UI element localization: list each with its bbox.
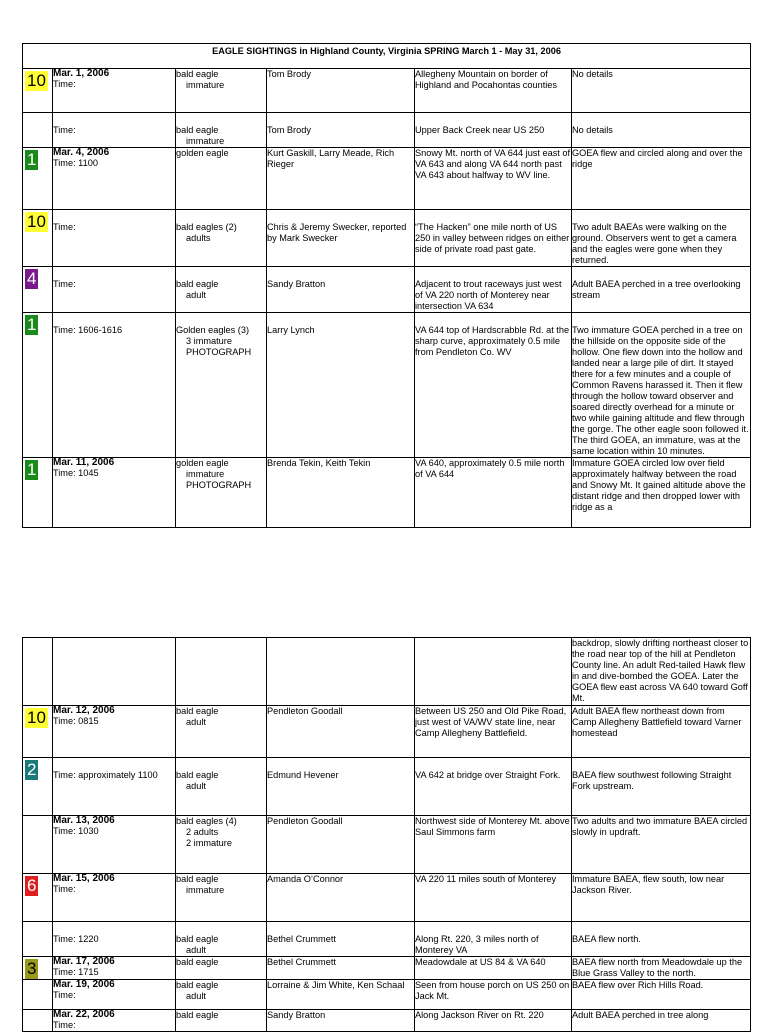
location-text: Upper Back Creek near US 250 xyxy=(415,125,545,135)
sighting-row xyxy=(23,267,751,313)
location-cell xyxy=(415,210,572,267)
count-badge: 2 xyxy=(27,760,37,779)
location-text: Northwest side of Monterey Mt. above Saul Simmons farm xyxy=(415,816,570,837)
details-text: GOEA flew and circled along and over the ridge xyxy=(572,148,743,169)
location-cell xyxy=(415,148,572,210)
observer-text: Bethel Crummett xyxy=(267,957,336,967)
location-text: VA 220 11 miles south of Monterey xyxy=(415,874,557,884)
species-line: bald eagle xyxy=(176,1010,219,1020)
species-line: bald eagles (4) xyxy=(176,816,237,826)
species-line: bald eagle xyxy=(176,934,219,944)
observer-cell xyxy=(267,267,415,313)
date-time-cell xyxy=(53,148,176,210)
species-cell xyxy=(176,267,267,313)
details-cell xyxy=(572,638,751,706)
count-badge: 1 xyxy=(27,150,37,169)
count-cell xyxy=(23,1010,53,1032)
details-text: BAEA flew southwest following Straight Fork upstream. xyxy=(572,770,732,791)
species-line: PHOTOGRAPH xyxy=(186,480,252,490)
count-cell xyxy=(23,980,53,1010)
observer-cell xyxy=(267,458,415,528)
date-time-cell xyxy=(53,69,176,113)
location-text: VA 640, approximately 0.5 mile north of VA 644 xyxy=(415,458,565,479)
count-badge: 6 xyxy=(27,876,37,895)
count-cell xyxy=(23,957,53,980)
location-text: Seen from house porch on US 250 on Jack Mt. xyxy=(415,980,570,1001)
location-cell xyxy=(415,113,572,148)
date-time-cell xyxy=(53,816,176,874)
date-time-cell xyxy=(53,638,176,706)
observer-cell xyxy=(267,874,415,922)
title-row xyxy=(23,44,751,69)
sighting-row xyxy=(23,69,751,113)
species-line: immature xyxy=(186,80,225,90)
species-line: bald eagle xyxy=(176,770,219,780)
location-cell xyxy=(415,758,572,816)
observer-cell xyxy=(267,69,415,113)
species-line: Golden eagles (3) xyxy=(176,325,250,335)
species-line: immature xyxy=(186,469,225,479)
sighting-row xyxy=(23,980,751,1010)
species-cell xyxy=(176,874,267,922)
observer-cell xyxy=(267,816,415,874)
details-text: BAEA flew north. xyxy=(572,934,641,944)
species-line: 3 immature xyxy=(186,336,232,346)
details-cell xyxy=(572,313,751,458)
sightings-table-page1 xyxy=(22,43,751,528)
page-title: EAGLE SIGHTINGS in Highland County, Virginia SPRING March 1 - May 31, 2006 xyxy=(23,44,751,69)
species-cell xyxy=(176,980,267,1010)
details-text: Two immature GOEA perched in a tree on the hillside on the opposite side of the hollow. One flew down into the hollow and landed near a large pile of dirt. It stayed there for a few minutes and a couple of Common Ravens harassed it. Then it flew through the hollow toward observer and soared directly overhead for a minute or two while gaining altitude and flew through the gorge. The other eagle soon followed it. The third GOEA, an immature, was at the same location within 10 minutes. xyxy=(572,325,749,456)
date-time-cell xyxy=(53,267,176,313)
sighting-date: Mar. 4, 2006 xyxy=(53,147,110,158)
details-text: Two adult BAEAs were walking on the ground. Observers went to get a camera and the eagles were gone when they returned. xyxy=(572,222,737,265)
details-text: BAEA flew north from Meadowdale up the Blue Grass Valley to the north. xyxy=(572,957,743,978)
observer-cell xyxy=(267,1010,415,1032)
count-cell xyxy=(23,267,53,313)
sighting-time: Time: xyxy=(53,1020,76,1030)
sighting-row xyxy=(23,874,751,922)
species-cell xyxy=(176,706,267,758)
observer-cell xyxy=(267,922,415,957)
details-text: No details xyxy=(572,69,613,79)
observer-text: Kurt Gaskill, Larry Meade, Rich Rieger xyxy=(267,148,395,169)
page1-rows xyxy=(23,69,751,528)
count-cell xyxy=(23,148,53,210)
sighting-time: Time: 1606-1616 xyxy=(53,325,123,335)
sighting-row xyxy=(23,148,751,210)
species-line: bald eagle xyxy=(176,279,219,289)
location-text: Allegheny Mountain on border of Highland and Pocahontas counties xyxy=(415,69,557,90)
details-text: backdrop, slowly drifting northeast closer to the road near top of the hill at Pendleton County line. An adult Red-tailed Hawk flew in and dive-bombed the GOEA. Later the GOEA flew east across VA 640 toward Goff Mt. xyxy=(572,638,749,703)
details-cell xyxy=(572,874,751,922)
species-cell xyxy=(176,638,267,706)
species-line: bald eagle xyxy=(176,125,219,135)
location-text: Snowy Mt. north of VA 644 just east of VA 643 and along VA 644 north past VA 643 about halfway to WV line. xyxy=(415,148,571,180)
species-line: adults xyxy=(186,233,211,243)
count-cell xyxy=(23,210,53,267)
species-line: golden eagle xyxy=(176,148,229,158)
location-cell xyxy=(415,458,572,528)
details-cell xyxy=(572,148,751,210)
sighting-time: Time: xyxy=(53,279,76,289)
count-cell xyxy=(23,458,53,528)
species-line: adult xyxy=(186,991,206,1001)
species-cell xyxy=(176,69,267,113)
species-line: PHOTOGRAPH xyxy=(186,347,252,357)
species-cell xyxy=(176,922,267,957)
count-cell xyxy=(23,69,53,113)
count-cell xyxy=(23,638,53,706)
date-time-cell xyxy=(53,706,176,758)
count-cell xyxy=(23,706,53,758)
sighting-row xyxy=(23,210,751,267)
sighting-time: Time: 1715 xyxy=(53,967,99,977)
date-time-cell xyxy=(53,113,176,148)
count-cell xyxy=(23,874,53,922)
details-cell xyxy=(572,980,751,1010)
details-text: Adult BAEA perched in a tree overlooking stream xyxy=(572,279,741,300)
location-cell xyxy=(415,957,572,980)
details-text: Adult BAEA perched in tree along xyxy=(572,1010,709,1020)
count-cell xyxy=(23,922,53,957)
count-cell xyxy=(23,313,53,458)
sighting-time: Time: 1100 xyxy=(53,158,98,168)
observer-text: Pendleton Goodall xyxy=(267,816,343,826)
sighting-time: Time: approximately 1100 xyxy=(53,770,158,780)
sighting-time: Time: xyxy=(53,79,76,89)
observer-cell xyxy=(267,313,415,458)
details-cell xyxy=(572,267,751,313)
observer-text: Edmund Hevener xyxy=(267,770,339,780)
details-text: Immature BAEA, flew south, low near Jackson River. xyxy=(572,874,725,895)
details-cell xyxy=(572,758,751,816)
location-text: VA 644 top of Hardscrabble Rd. at the sharp curve, approximately 0.5 mile from Pendleton Co. WV xyxy=(415,325,570,357)
sighting-row xyxy=(23,758,751,816)
species-line: adult xyxy=(186,781,206,791)
details-text: Adult BAEA flew northeast down from Camp Allegheny Battlefield toward Varner homestead xyxy=(572,706,742,738)
date-time-cell xyxy=(53,980,176,1010)
location-text: Adjacent to trout raceways just west of VA 220 north of Monterey near intersection VA 634 xyxy=(415,279,562,311)
details-cell xyxy=(572,210,751,267)
sighting-date: Mar. 1, 2006 xyxy=(53,68,110,79)
details-text: Immature GOEA circled low over field approximately halfway between the road and Snowy Mt. It gained altitude above the distant ridge and then dropped lower with ridge as a xyxy=(572,458,746,512)
details-cell xyxy=(572,69,751,113)
date-time-cell xyxy=(53,758,176,816)
sighting-time: Time: xyxy=(53,222,76,232)
location-cell xyxy=(415,922,572,957)
species-cell xyxy=(176,758,267,816)
sighting-date: Mar. 11, 2006 xyxy=(53,457,115,468)
species-cell xyxy=(176,313,267,458)
sighting-time: Time: xyxy=(53,884,76,894)
count-badge: 3 xyxy=(27,959,37,978)
count-cell xyxy=(23,113,53,148)
species-line: 2 adults xyxy=(186,827,219,837)
location-cell xyxy=(415,1010,572,1032)
count-cell xyxy=(23,816,53,874)
observer-text: Chris & Jeremy Swecker, reported by Mark Swecker xyxy=(267,222,407,243)
sighting-row xyxy=(23,313,751,458)
location-text: “The Hacken” one mile north of US 250 in valley between ridges on either side of private road past gate. xyxy=(415,222,570,254)
date-time-cell xyxy=(53,874,176,922)
details-cell xyxy=(572,458,751,528)
date-time-cell xyxy=(53,1010,176,1032)
sighting-date: Mar. 17, 2006 xyxy=(53,956,115,967)
species-line: bald eagle xyxy=(176,957,219,967)
species-line: bald eagle xyxy=(176,980,219,990)
location-text: Along Jackson River on Rt. 220 xyxy=(415,1010,544,1020)
sighting-time: Time: 1030 xyxy=(53,826,99,836)
species-cell xyxy=(176,458,267,528)
count-badge: 10 xyxy=(27,708,46,727)
sighting-row xyxy=(23,706,751,758)
sighting-row xyxy=(23,638,751,706)
sighting-date: Mar. 15, 2006 xyxy=(53,873,115,884)
details-cell xyxy=(572,957,751,980)
location-cell xyxy=(415,874,572,922)
sighting-time: Time: xyxy=(53,125,76,135)
location-cell xyxy=(415,980,572,1010)
observer-text: Sandy Bratton xyxy=(267,279,326,289)
observer-cell xyxy=(267,210,415,267)
sighting-time: Time: 0815 xyxy=(53,716,99,726)
species-line: golden eagle xyxy=(176,458,229,468)
count-badge: 1 xyxy=(27,460,37,479)
species-line: immature xyxy=(186,136,225,146)
observer-text: Tom Brody xyxy=(267,125,311,135)
location-cell xyxy=(415,706,572,758)
location-cell xyxy=(415,267,572,313)
observer-text: Bethel Crummett xyxy=(267,934,336,944)
location-cell xyxy=(415,313,572,458)
count-badge: 1 xyxy=(27,315,37,334)
observer-cell xyxy=(267,758,415,816)
sighting-date: Mar. 13, 2006 xyxy=(53,815,115,826)
details-cell xyxy=(572,706,751,758)
observer-text: Tom Brody xyxy=(267,69,311,79)
species-line: bald eagles (2) xyxy=(176,222,237,232)
location-text: Between US 250 and Old Pike Road, just west of VA/WV state line, near Camp Allegheny Battlefield. xyxy=(415,706,567,738)
details-text: BAEA flew over Rich Hills Road. xyxy=(572,980,704,990)
observer-cell xyxy=(267,706,415,758)
species-line: 2 immature xyxy=(186,838,232,848)
location-text: Meadowdale at US 84 & VA 640 xyxy=(415,957,546,967)
date-time-cell xyxy=(53,210,176,267)
sighting-row xyxy=(23,1010,751,1032)
observer-text: Amanda O’Connor xyxy=(267,874,344,884)
details-text: No details xyxy=(572,125,613,135)
details-cell xyxy=(572,922,751,957)
details-text: Two adults and two immature BAEA circled slowly in updraft. xyxy=(572,816,748,837)
species-line: immature xyxy=(186,885,225,895)
details-cell xyxy=(572,816,751,874)
sightings-table-page2 xyxy=(22,637,751,1032)
location-text: Along Rt. 220, 3 miles north of Monterey VA xyxy=(415,934,539,955)
sighting-row xyxy=(23,816,751,874)
sighting-row xyxy=(23,922,751,957)
species-line: bald eagle xyxy=(176,706,219,716)
details-cell xyxy=(572,113,751,148)
sighting-date: Mar. 12, 2006 xyxy=(53,705,115,716)
species-cell xyxy=(176,148,267,210)
location-cell xyxy=(415,69,572,113)
count-cell xyxy=(23,758,53,816)
count-badge: 10 xyxy=(27,212,46,231)
sighting-time: Time: 1220 xyxy=(53,934,99,944)
sighting-row xyxy=(23,957,751,980)
species-line: adult xyxy=(186,290,206,300)
species-line: adult xyxy=(186,945,206,955)
date-time-cell xyxy=(53,922,176,957)
observer-text: Lorraine & Jim White, Ken Schaal xyxy=(267,980,405,990)
page2-rows xyxy=(23,638,751,1032)
observer-text: Brenda Tekin, Keith Tekin xyxy=(267,458,371,468)
species-cell xyxy=(176,816,267,874)
species-cell xyxy=(176,113,267,148)
location-cell xyxy=(415,638,572,706)
observer-text: Sandy Bratton xyxy=(267,1010,326,1020)
date-time-cell xyxy=(53,458,176,528)
species-line: bald eagle xyxy=(176,874,219,884)
observer-cell xyxy=(267,113,415,148)
location-cell xyxy=(415,816,572,874)
species-cell xyxy=(176,1010,267,1032)
date-time-cell xyxy=(53,313,176,458)
sighting-date: Mar. 19, 2006 xyxy=(53,979,115,990)
species-line: bald eagle xyxy=(176,69,219,79)
sighting-time: Time: 1045 xyxy=(53,468,99,478)
details-cell xyxy=(572,1010,751,1032)
date-time-cell xyxy=(53,957,176,980)
sighting-row xyxy=(23,458,751,528)
count-badge: 4 xyxy=(27,269,37,288)
observer-cell xyxy=(267,957,415,980)
observer-text: Larry Lynch xyxy=(267,325,315,335)
observer-cell xyxy=(267,148,415,210)
location-text: VA 642 at bridge over Straight Fork. xyxy=(415,770,561,780)
sighting-row xyxy=(23,113,751,148)
count-badge: 10 xyxy=(27,71,46,90)
observer-cell xyxy=(267,980,415,1010)
observer-cell xyxy=(267,638,415,706)
sighting-time: Time: xyxy=(53,990,76,1000)
sighting-date: Mar. 22, 2006 xyxy=(53,1009,115,1020)
species-line: adult xyxy=(186,717,206,727)
species-cell xyxy=(176,957,267,980)
observer-text: Pendleton Goodall xyxy=(267,706,343,716)
species-cell xyxy=(176,210,267,267)
